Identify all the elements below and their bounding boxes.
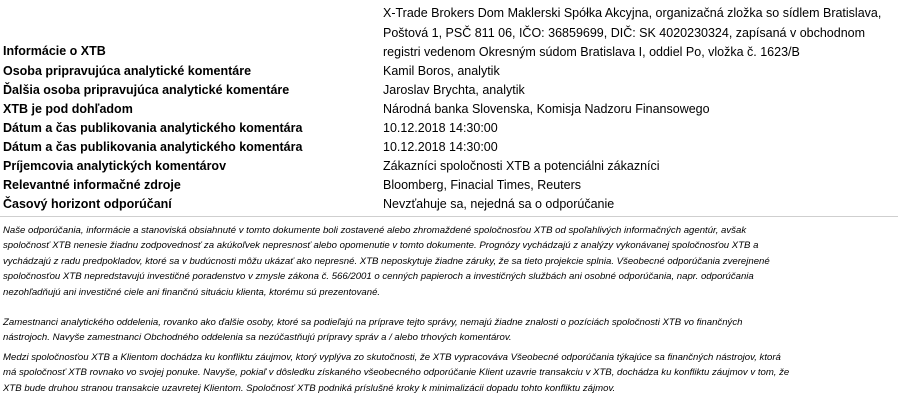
paragraph-line: nezohľadňujú ani investičné ciele ani finančnú situáciu klienta, ktorému sú prezentované. bbox=[3, 286, 381, 298]
issuer-line: X-Trade Brokers Dom Maklerski Spółka Akcyjna, organizačná zložka so sídlem Bratislava, bbox=[383, 6, 882, 20]
conflict-of-interest-paragraph bbox=[3, 350, 895, 396]
row-label: Príjemcovia analytických komentárov bbox=[3, 159, 227, 173]
row-publish-date bbox=[0, 119, 898, 138]
row-label: Osoba pripravujúca analytické komentáre bbox=[3, 64, 252, 78]
row-value: Jaroslav Brychta, analytik bbox=[383, 83, 525, 97]
row-label: Dátum a čas publikovania analytického komentára bbox=[3, 140, 303, 154]
paragraph-line: Zamestnanci analytického oddelenia, rovanko ako ďalšie osoby, ktoré sa podieľajú na príprave tejto správy, nemajú žiadne znalosti o pozíciách spoločnosti XTB vo finančných bbox=[3, 317, 743, 328]
paragraph-line: má spoločnosť XTB rovnako vo svojej ponuke. Navyše, pokiaľ v dôsledku získaného všeobecného odporúčanie Klient uzavrie transakciu v XTB, dochádza ku konfliktu záujmov v tom, že bbox=[3, 367, 790, 379]
paragraph-line: XTB bude druhou stranou transakcie uzavretej Klientom. Spoločnosť XTB podniká príslušné kroky k minimalizácii dopadu tohto konfliktu zájmov. bbox=[3, 382, 616, 394]
paragraph-line: spoločnosťou XTB nepredstavujú investičné poradenstvo v zmysle zákona č. 566/2001 o cenných papieroch a investičných službách ani osobné odporúčania, napr. odporúčania bbox=[3, 271, 754, 283]
row-value: Národná banka Slovenska, Komisja Nadzoru Finansowego bbox=[383, 102, 710, 116]
paragraph-line: nástrojoch. Navyše zamestnanci Obchodného oddelenia sa nezúčastňujú prípravy správ a / alebo trhových komentárov. bbox=[3, 332, 512, 344]
row-label: Relevantné informačné zdroje bbox=[3, 178, 181, 192]
row-value: Nevzťahuje sa, nejedná sa o odporúčanie bbox=[383, 197, 615, 211]
disclaimer-paragraph bbox=[3, 223, 895, 300]
row-value: 10.12.2018 14:30:00 bbox=[383, 140, 498, 154]
row-recipients bbox=[0, 157, 898, 176]
row-supervision bbox=[0, 100, 898, 119]
paragraph-line: Medzi spoločnosťou XTB a Klientom dochádza ku konfliktu záujmov, ktorý vyplýva zo skutočnosti, že XTB vypracováva Všeobecné odporúčania týkajúce sa finančných nástrojov, ktorá bbox=[3, 352, 781, 363]
row-label: Časový horizont odporúčaní bbox=[3, 197, 172, 211]
paragraph-line: spoločnosť XTB nenesie žiadnu zodpovednosť za akúkoľvek nepresnosť alebo opomenutie v tomto dokumente. Prognózy vychádzajú z analýzy vykonávanej spoločnosťou XTB a bbox=[3, 240, 759, 252]
staff-knowledge-paragraph bbox=[3, 315, 895, 346]
row-value: Kamil Boros, analytik bbox=[383, 64, 500, 78]
section-divider bbox=[0, 216, 898, 217]
row-value: Zákazníci spoločnosti XTB a potenciálni zákazníci bbox=[383, 159, 660, 173]
row-label: XTB je pod dohľadom bbox=[3, 102, 133, 116]
row-publish-date-2 bbox=[0, 138, 898, 157]
row-value: Bloomberg, Finacial Times, Reuters bbox=[383, 178, 581, 192]
row-label: Dátum a čas publikovania analytického komentára bbox=[3, 121, 303, 135]
row-sources bbox=[0, 176, 898, 195]
row-second-analyst bbox=[0, 81, 898, 100]
issuer-line: registri vedenom Okresným súdom Bratislava I, oddiel Po, vložka č. 1623/B bbox=[383, 45, 800, 59]
row-xtb-info bbox=[0, 42, 898, 61]
row-label: Ďalšia osoba pripravujúca analytické komentáre bbox=[3, 83, 290, 97]
paragraph-line: vychádzajú z radu predpokladov, ktoré sa v budúcnosti môžu ukázať ako nepresné. XTB neposkytuje žiadne záruky, že sa tieto projekcie splnia. Všeobecné odporúčania zverejnené bbox=[3, 255, 770, 267]
row-value: 10.12.2018 14:30:00 bbox=[383, 121, 498, 135]
issuer-line: Poštová 1, PSČ 811 06, IČO: 36859699, DIČ: SK 4020230324, zapísaná v obchodnom bbox=[383, 25, 866, 40]
paragraph-line: Naše odporúčania, informácie a stanoviská obsiahnuté v tomto dokumente boli zostavené alebo zhromaždené spoločnosťou XTB od spoľahlivých informačných agentúr, avšak bbox=[3, 225, 747, 236]
row-label: Informácie o XTB bbox=[3, 44, 106, 58]
row-analyst bbox=[0, 62, 898, 81]
row-time-horizon bbox=[0, 195, 898, 214]
